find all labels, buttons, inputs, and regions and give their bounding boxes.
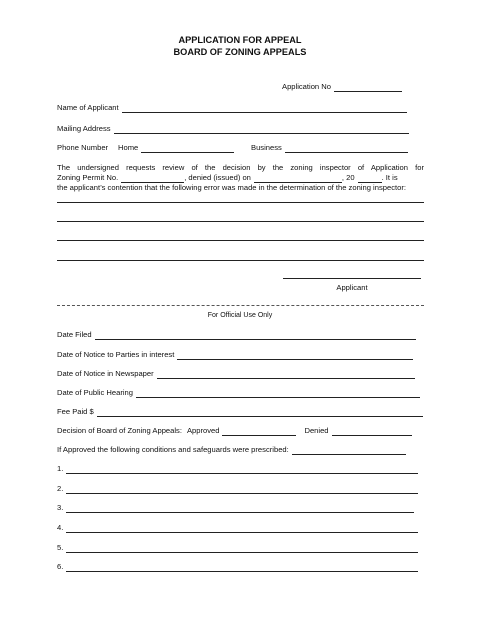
notice-parties-blank[interactable] (177, 351, 413, 360)
phone-business-blank[interactable] (285, 144, 408, 153)
error-line[interactable] (57, 221, 424, 222)
notice-newspaper-blank[interactable] (157, 370, 415, 379)
date-filed-label: Date Filed (57, 330, 92, 339)
application-no-label: Application No (282, 82, 331, 91)
condition-blank[interactable] (66, 504, 414, 513)
phone-label: Phone Number (57, 143, 109, 152)
condition-number: 6. (57, 562, 64, 571)
mailing-address-blank[interactable] (114, 125, 409, 134)
phone-home-label: Home (118, 143, 139, 152)
decision-field (57, 426, 412, 436)
condition-blank[interactable] (66, 485, 418, 494)
condition-item[interactable] (57, 523, 418, 533)
applicant-name-field[interactable] (57, 103, 407, 113)
condition-item[interactable] (57, 562, 418, 572)
fee-paid-label: Fee Paid $ (57, 407, 94, 416)
denied-on-label: , denied (issued) on (184, 173, 251, 182)
condition-number: 5. (57, 543, 64, 552)
conditions-field[interactable] (57, 445, 406, 455)
phone-home-blank[interactable] (141, 144, 234, 153)
fee-paid-field[interactable] (57, 407, 423, 417)
condition-blank[interactable] (66, 544, 418, 553)
condition-blank[interactable] (66, 524, 418, 533)
mailing-address-field[interactable] (57, 124, 409, 134)
condition-item[interactable] (57, 464, 418, 474)
error-line[interactable] (57, 240, 424, 241)
paragraph-line-2 (57, 173, 398, 183)
phone-business-field[interactable] (251, 143, 408, 153)
date-filed-blank[interactable] (95, 331, 416, 340)
denied-date-blank[interactable] (254, 174, 342, 183)
denied-blank[interactable] (332, 427, 412, 436)
conditions-blank[interactable] (292, 446, 406, 455)
permit-no-label: Zoning Permit No. (57, 173, 119, 182)
form-title: APPLICATION FOR APPEAL (178, 35, 302, 45)
approved-blank[interactable] (222, 427, 296, 436)
fee-paid-blank[interactable] (97, 408, 423, 417)
paragraph-line-3: the applicant’s contention that the following error was made in the determination of the zoning inspector: (57, 183, 406, 192)
form-subtitle: BOARD OF ZONING APPEALS (173, 47, 307, 57)
public-hearing-field[interactable] (57, 388, 420, 398)
condition-blank[interactable] (66, 563, 418, 572)
applicant-name-label: Name of Applicant (57, 103, 119, 112)
phone-business-label: Business (251, 143, 282, 152)
condition-blank[interactable] (66, 465, 418, 474)
it-is-label: . It is (381, 173, 398, 182)
notice-parties-label: Date of Notice to Parties in interest (57, 350, 175, 359)
official-use-label: For Official Use Only (207, 312, 273, 319)
applicant-signature-line[interactable] (283, 278, 421, 279)
condition-number: 2. (57, 484, 64, 493)
application-no-blank[interactable] (334, 83, 402, 92)
approved-label: Approved (186, 426, 220, 435)
condition-item[interactable] (57, 543, 418, 553)
condition-item[interactable] (57, 503, 414, 513)
year-prefix-label: , 20 (341, 173, 355, 182)
applicant-name-blank[interactable] (122, 104, 407, 113)
decision-label: Decision of Board of Zoning Appeals: (57, 426, 182, 435)
applicant-signature-label: Applicant (336, 283, 368, 292)
condition-number: 1. (57, 464, 64, 473)
official-use-divider (57, 305, 424, 306)
permit-no-blank[interactable] (121, 174, 184, 183)
error-line[interactable] (57, 260, 424, 261)
date-filed-field[interactable] (57, 330, 416, 340)
year-blank[interactable] (358, 174, 382, 183)
condition-item[interactable] (57, 484, 418, 494)
notice-newspaper-label: Date of Notice in Newspaper (57, 369, 154, 378)
paragraph-line-1: The undersigned requests review of the decision by the zoning inspector of Application for (57, 163, 424, 172)
notice-newspaper-field[interactable] (57, 369, 415, 379)
public-hearing-label: Date of Public Hearing (57, 388, 133, 397)
notice-parties-field[interactable] (57, 350, 413, 360)
phone-home-field[interactable] (118, 143, 234, 153)
public-hearing-blank[interactable] (136, 389, 420, 398)
mailing-address-label: Mailing Address (57, 124, 111, 133)
error-line[interactable] (57, 202, 424, 203)
condition-number: 3. (57, 503, 64, 512)
conditions-label: If Approved the following conditions and safeguards were prescribed: (57, 445, 289, 454)
application-no-field[interactable] (282, 82, 402, 92)
denied-label: Denied (304, 426, 329, 435)
condition-number: 4. (57, 523, 64, 532)
